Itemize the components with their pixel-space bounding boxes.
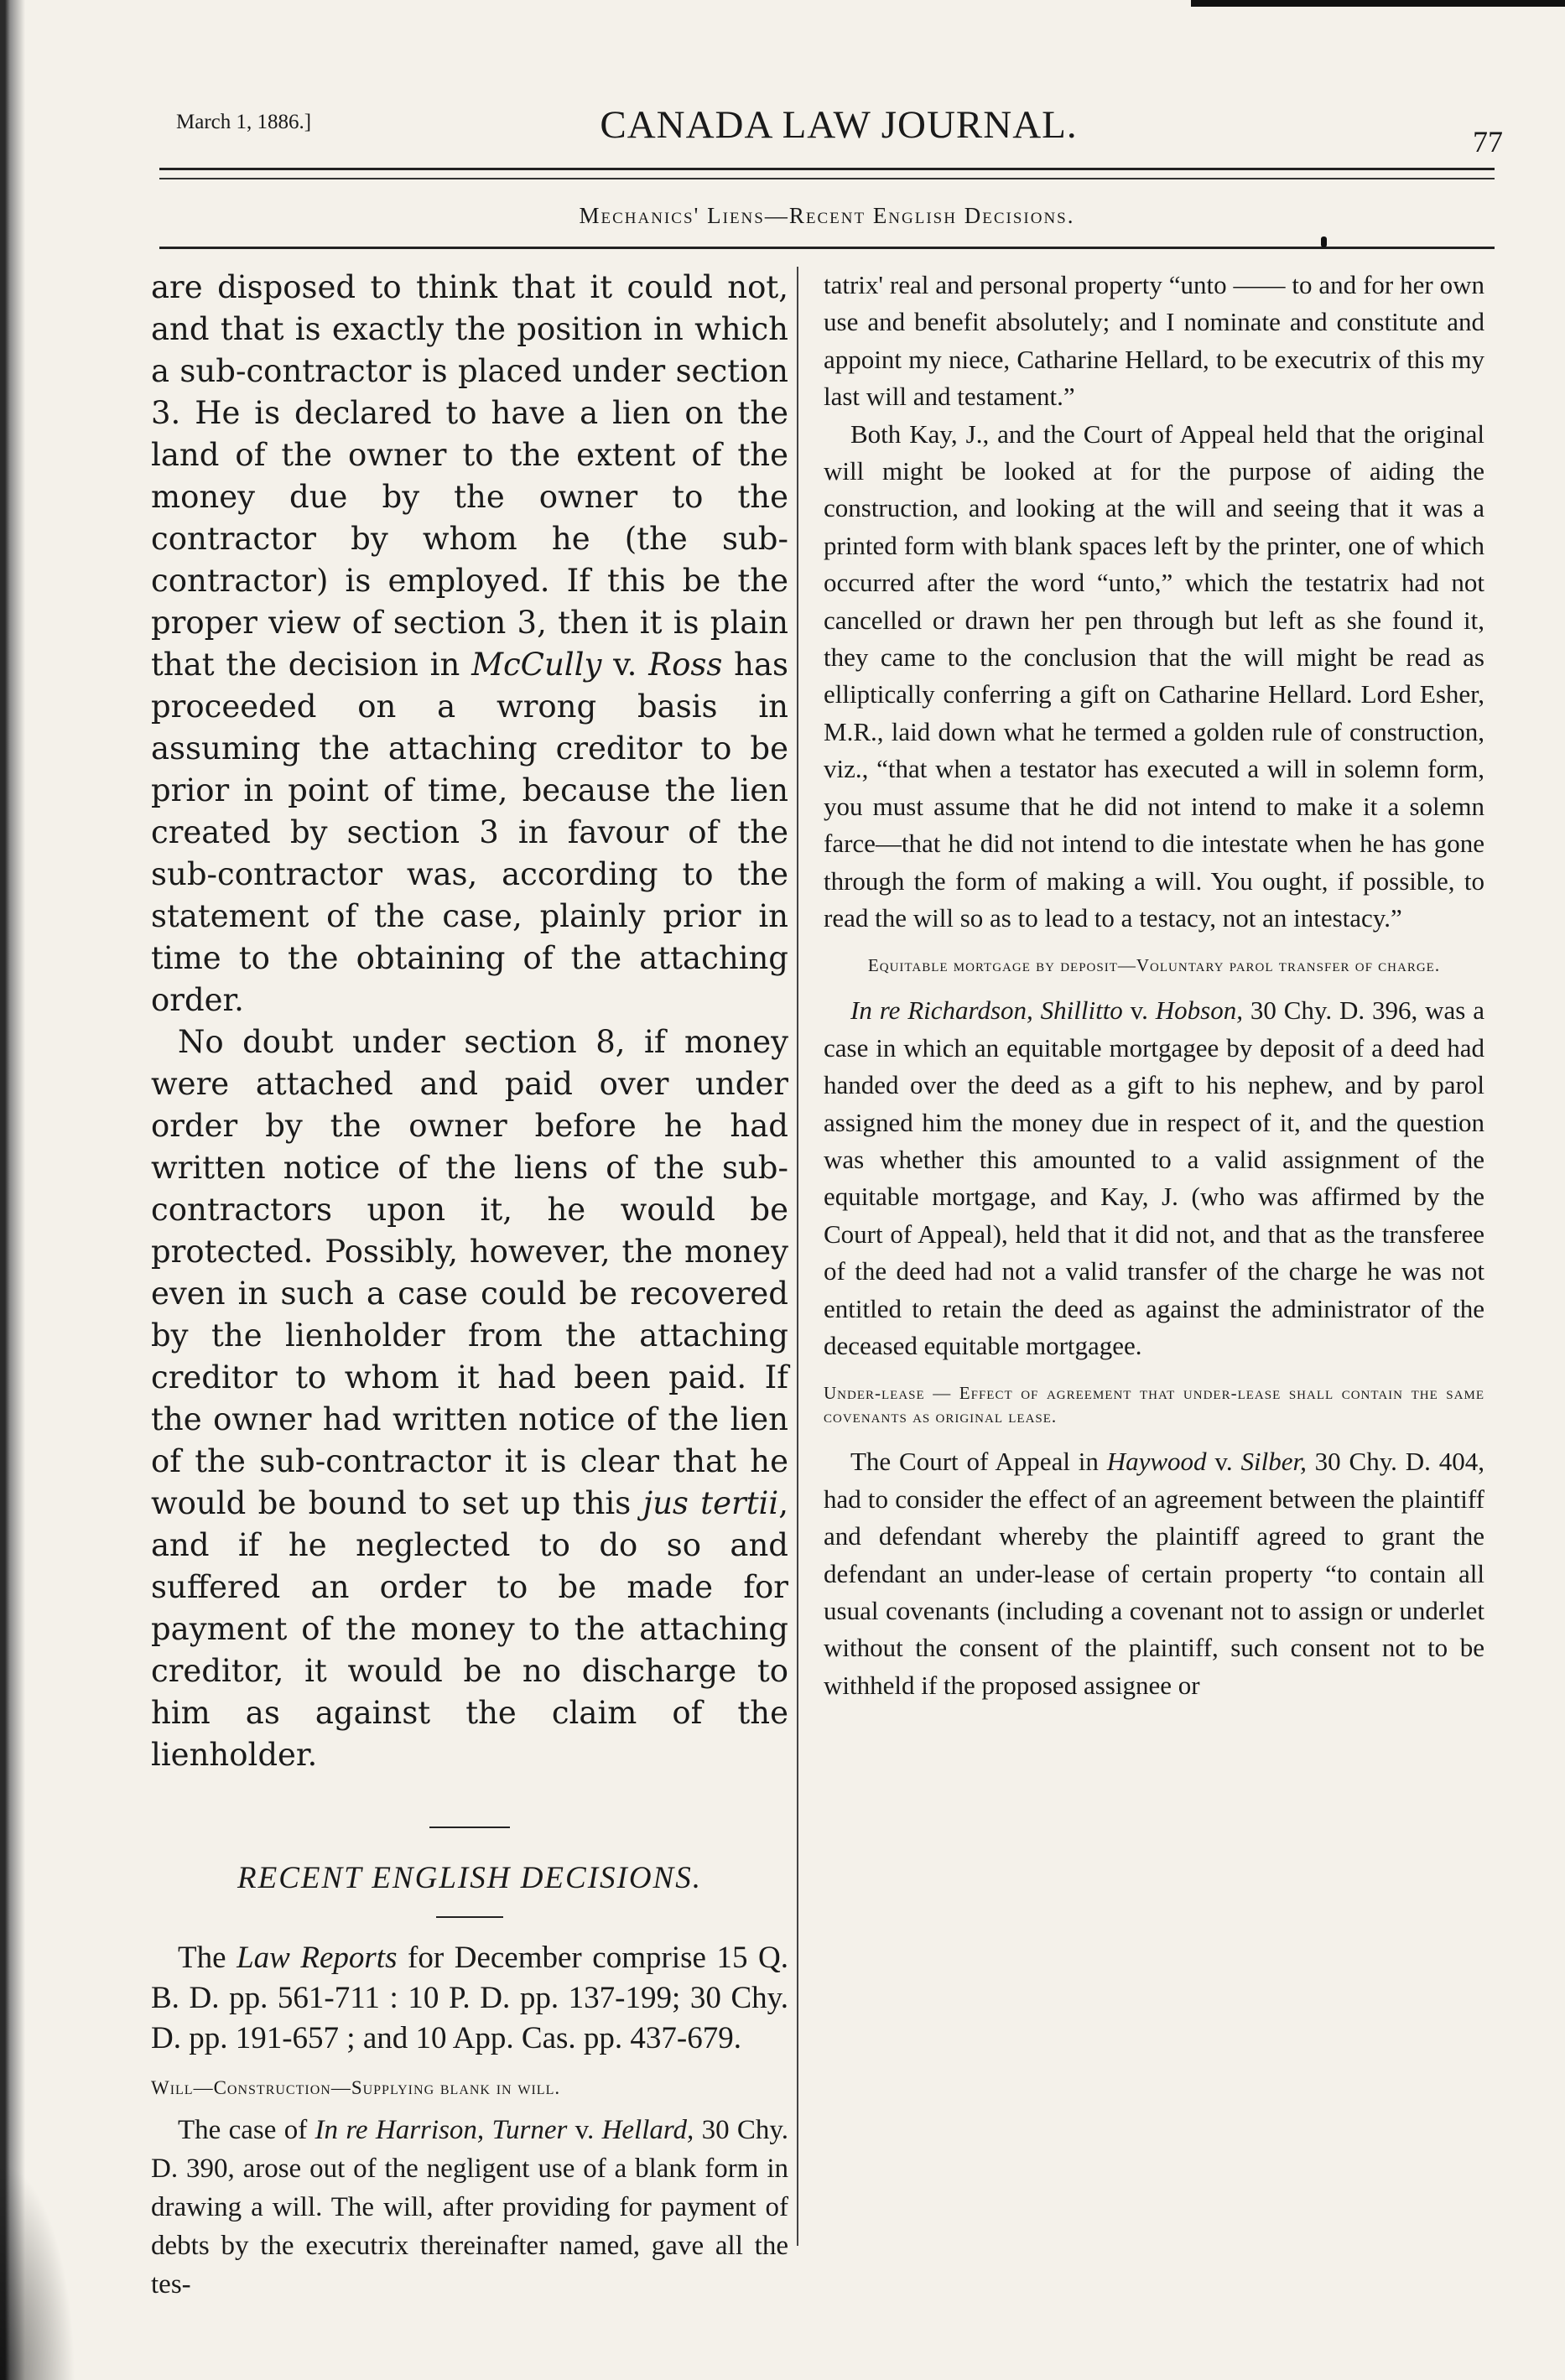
page-corner-shadow <box>0 2162 75 2380</box>
case-name: McCully <box>471 647 602 683</box>
journal-title: CANADA LAW JOURNAL. <box>600 103 1078 147</box>
heading-under-lease: Under-lease — Effect of agreement that under-lease shall contain the same covenants as original lease. <box>824 1383 1484 1427</box>
paragraph-section-8 <box>151 1021 788 1776</box>
section-separator <box>429 1827 510 1828</box>
top-edge-mark <box>1191 0 1565 7</box>
text-run: has proceeded on a wrong basis in assuming the attaching creditor to be prior in point of time, because the lien created by section 3 in favour of the sub-contractor was, according to the statement of the case, plainly prior in time to the obtaining of the attaching order. <box>151 647 788 1018</box>
header-rule-top <box>159 168 1495 170</box>
case-name: In re Richardson, Shillitto <box>850 995 1123 1026</box>
running-header <box>176 103 1503 158</box>
text-run: v. <box>1122 995 1156 1026</box>
paragraph-will-continuation: tatrix' real and personal property “unto —— to and for her own use and benefit absolutely; and I nominate and constitute and appoint my niece, Catharine Hellard, to be executrix of this my last will and testament.” <box>824 270 1484 412</box>
page-binding-shadow <box>0 0 25 2380</box>
case-name: Hellard, <box>601 2115 694 2145</box>
text-run: The Court of Appeal in <box>850 1447 1107 1477</box>
paragraph-richardson <box>824 992 1484 1364</box>
latin-term: jus tertii <box>642 1485 779 1521</box>
paragraph-lien-section-3 <box>151 267 788 1021</box>
case-name: Silber, <box>1240 1447 1307 1477</box>
publication-name: Law Reports <box>237 1941 398 1975</box>
text-run: v. <box>567 2115 602 2145</box>
issue-date: March 1, 1886.] <box>176 111 312 133</box>
subtitle-rule <box>159 247 1495 249</box>
text-run: v. <box>1206 1447 1241 1477</box>
section-title: RECENT ENGLISH DECISIONS. <box>237 1861 702 1895</box>
paragraph-harrison <box>151 2111 788 2304</box>
ink-dot <box>1321 236 1327 247</box>
text-run: 30 Chy. D. 404, had to consider the effect of an agreement between the plaintiff and defendant whereby the plaintiff agreed to grant the defendant an under-lease of certain property “to contain all usual covenants (including a covenant not to assign or underlet without the consent of the plaintiff, such consent not to be withheld if the proposed assignee or <box>824 1447 1484 1700</box>
page-number: 77 <box>1473 125 1503 158</box>
text-run: The <box>178 1941 237 1975</box>
case-name: In re Harrison, Turner <box>315 2115 568 2145</box>
text-run: The case of <box>178 2115 315 2145</box>
case-name: Hobson, <box>1155 995 1243 1026</box>
text-run: for December comprise 15 Q. B. D. pp. 561-711 : 10 P. D. pp. 137-199; 30 Chy. D. pp. 191-657 ; and 10 App. Cas. pp. 437-679. <box>151 1941 789 2055</box>
text-run: 30 Chy. D. 390, arose out of the negligent use of a blank form in drawing a will. The will, after providing for payment of debts by the executrix thereinafter named, gave all the tes- <box>151 2115 789 2299</box>
section-separator-small <box>436 1916 503 1918</box>
text-run: are disposed to think that it could not, and that is exactly the position in which a sub-contractor is placed under section 3. He is declared to have a lien on the land of the owner to the extent of the money due by the owner to the contractor by whom he (the sub-contractor) is employed. If this be the proper view of section 3, then it is plain that the decision in <box>151 269 788 683</box>
left-column <box>151 267 788 2304</box>
column-divider <box>797 267 798 2246</box>
right-column <box>824 267 1484 1704</box>
paragraph-kay-appeal: Both Kay, J., and the Court of Appeal held that the original will might be looked at for the purpose of aiding the construction, and looking at the will and seeing that it was a printed form with blank spaces left by the printer, one of which occurred after the word “unto,” which the testatrix had not cancelled or drawn her pen through but left as she found it, they came to the conclusion that the will might be read as elliptically conferring a gift on Catharine Hellard. Lord Esher, M.R., laid down what he termed a golden rule of construction, viz., “that when a testator has executed a will in solemn form, you must assume that he did not intend to make it a solemn farce—that he did not intend to die intestate when he has gone through the form of making a will. You ought, if possible, to read the will so as to lead to a testacy, not an intestacy.” <box>824 418 1484 933</box>
text-run: v. <box>601 647 649 683</box>
header-rule-bottom <box>159 178 1495 179</box>
page-subtitle: Mechanics' Liens—Recent English Decisions. <box>579 203 1075 228</box>
paragraph-haywood <box>824 1443 1484 1704</box>
heading-equitable-mortgage: Equitable mortgage by deposit—Voluntary parol transfer of charge. <box>867 955 1441 976</box>
paragraph-law-reports <box>151 1938 788 2059</box>
text-run: , and if he neglected to do so and suffered an order to be made for payment of the money to the attaching creditor, it would be no discharge to him as against the claim of the lienholder. <box>151 1485 788 1773</box>
text-run: 30 Chy. D. 396, was a case in which an equitable mortgagee by deposit of a deed had handed over the deed as a gift to his nephew, and by parol assigned him the money due in respect of it, and the question was whether this amounted to a valid assignment of the equitable mortgage, and Kay, J. (who was affirmed by the Court of Appeal), held that it did not, and that as the transferee of the deed had not a valid transfer of the charge he was not entitled to retain the deed as against the administrator of the deceased equitable mortgagee. <box>824 995 1484 1360</box>
case-name: Haywood <box>1106 1447 1207 1477</box>
text-run: No doubt under section 8, if money were attached and paid over under order by the owner before he had written notice of the liens of the sub-contractors upon it, he would be protected. Possibly, however, the money even in such a case could be recovered by the lienholder from the attaching creditor to whom it had been paid. If the owner had written notice of the lien of the sub-contractor it is clear that he would be bound to set up this <box>151 1024 788 1521</box>
heading-will-construction: Will—Construction—Supplying blank in will. <box>151 2077 561 2098</box>
case-name: Ross <box>648 647 723 683</box>
